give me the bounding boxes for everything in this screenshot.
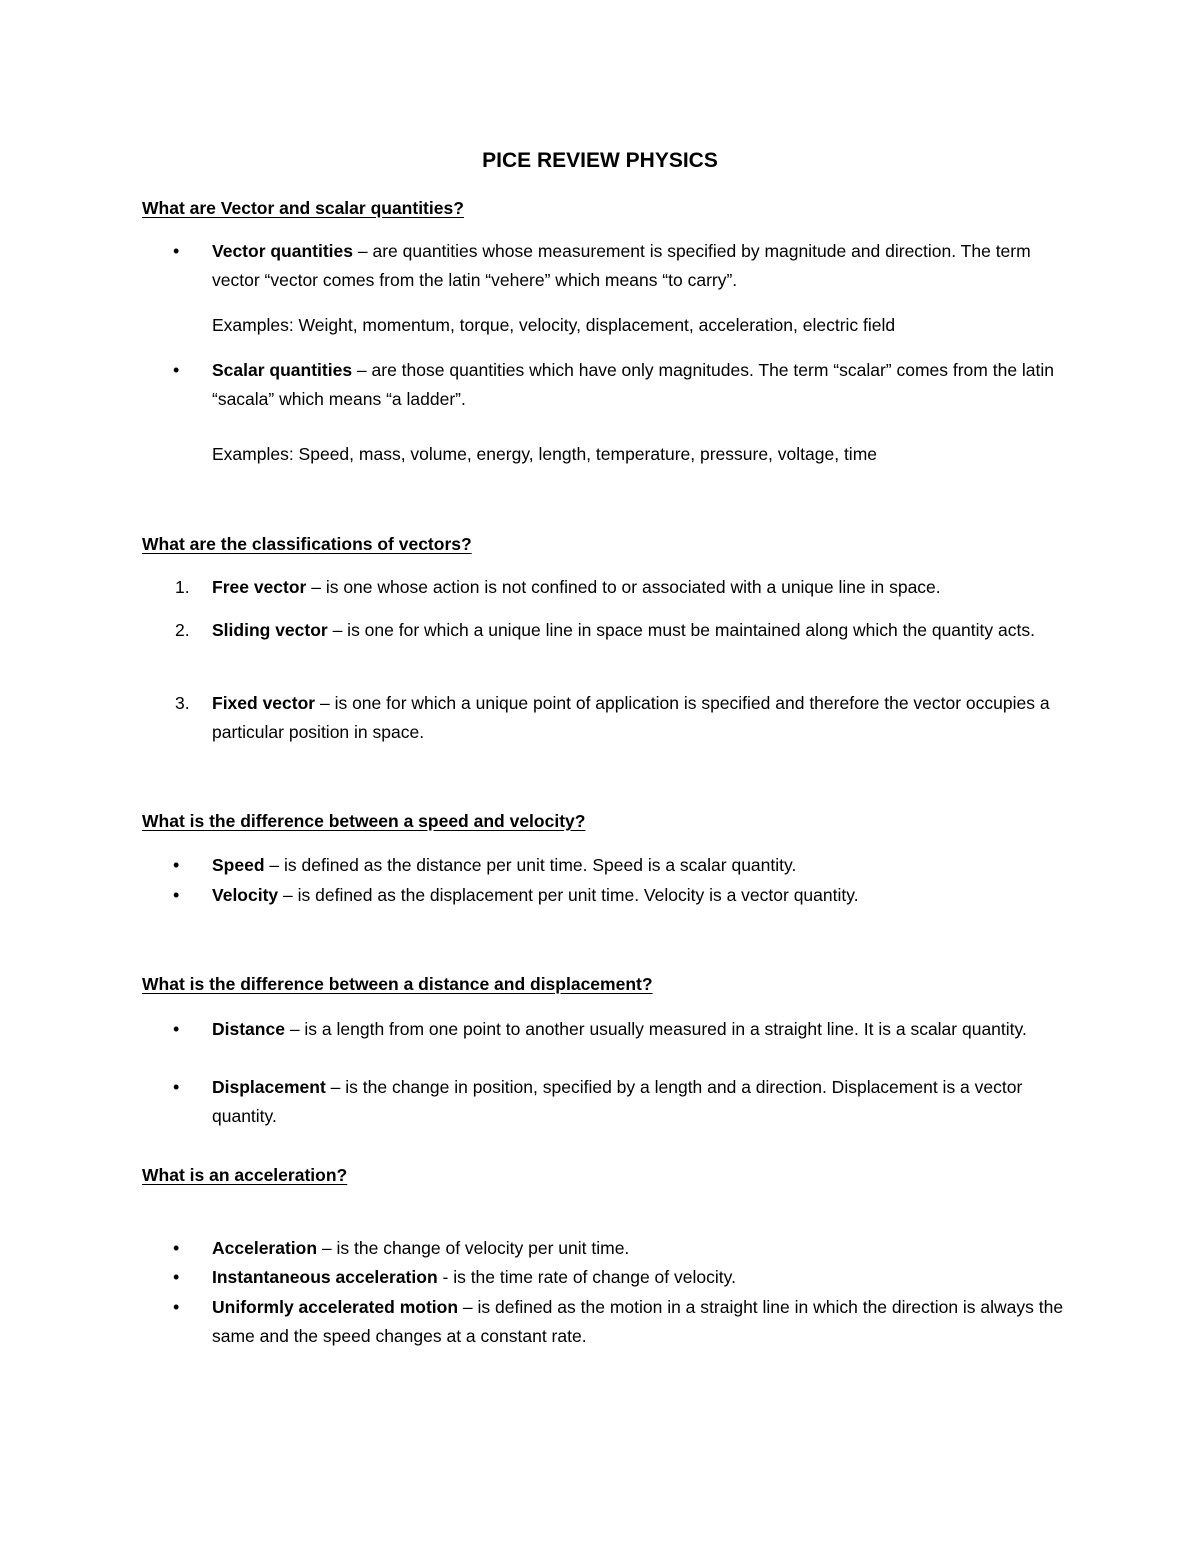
term-label: Displacement (212, 1077, 326, 1097)
list-item-text (212, 1073, 1072, 1131)
definition-text: – are quantities whose measurement is specified by magnitude and direction. The term vector “vector comes from the latin “vehere” which means “to carry”. (212, 241, 1031, 290)
term-label: Instantaneous acceleration (212, 1267, 438, 1287)
list-item-text (212, 851, 1072, 880)
bullet-icon: • (173, 885, 180, 905)
list-number: 2. (175, 620, 190, 640)
document-title: PICE REVIEW PHYSICS (482, 149, 718, 172)
list-item-uniformly-accelerated-motion (142, 1293, 1072, 1351)
bullet-icon: • (173, 360, 180, 380)
list-item-text (212, 1015, 1072, 1044)
section-heading-vector-scalar: What are Vector and scalar quantities? (142, 198, 464, 218)
definition-text: – is defined as the distance per unit time. Speed is a scalar quantity. (264, 855, 797, 875)
list-item-text (212, 573, 1072, 602)
examples-vector: Examples: Weight, momentum, torque, velocity, displacement, acceleration, electric field (212, 315, 896, 335)
term-label: Distance (212, 1019, 285, 1039)
term-label: Scalar quantities (212, 360, 353, 380)
definition-text: – is one whose action is not confined to or associated with a unique line in space. (306, 577, 941, 597)
list-item-displacement (142, 1073, 1072, 1131)
definition-text: – is defined as the displacement per unit time. Velocity is a vector quantity. (278, 885, 859, 905)
section-heading-distance-displacement: What is the difference between a distance and displacement? (142, 974, 653, 994)
term-label: Speed (212, 855, 265, 875)
list-item-sliding-vector (142, 616, 1072, 645)
term-label: Velocity (212, 885, 279, 905)
list-number: 3. (175, 693, 190, 713)
bullet-icon: • (173, 1238, 180, 1258)
definition-text: - is the time rate of change of velocity. (437, 1267, 736, 1287)
list-item-text (212, 1293, 1072, 1351)
term-label: Vector quantities (212, 241, 354, 261)
list-item-vector-quantities (142, 237, 1072, 295)
bullet-icon: • (173, 1297, 180, 1317)
definition-text: – is a length from one point to another usually measured in a straight line. It is a scalar quantity. (284, 1019, 1027, 1039)
list-item-free-vector (142, 573, 1072, 602)
section-heading-acceleration: What is an acceleration? (142, 1165, 348, 1185)
list-item-text (212, 1263, 1072, 1292)
list-item-velocity (142, 881, 1072, 910)
list-item-speed (142, 851, 1072, 880)
definition-text: – is one for which a unique line in space must be maintained along which the quantity acts. (327, 620, 1035, 640)
definition-text: – is the change of velocity per unit time. (317, 1238, 630, 1258)
section-heading-speed-velocity: What is the difference between a speed and velocity? (142, 811, 586, 831)
term-label: Acceleration (212, 1238, 318, 1258)
list-item-text (212, 356, 1072, 414)
list-item-distance (142, 1015, 1072, 1044)
term-label: Fixed vector (212, 693, 316, 713)
list-item-text (212, 616, 1072, 645)
examples-scalar: Examples: Speed, mass, volume, energy, length, temperature, pressure, voltage, time (212, 444, 877, 464)
bullet-icon: • (173, 1077, 180, 1097)
bullet-icon: • (173, 855, 180, 875)
list-item-text (212, 689, 1072, 747)
list-item-scalar-quantities (142, 356, 1072, 414)
list-item-instantaneous-acceleration (142, 1263, 1072, 1292)
bullet-icon: • (173, 241, 180, 261)
list-item-text (212, 881, 1072, 910)
list-number: 1. (175, 577, 190, 597)
term-label: Sliding vector (212, 620, 328, 640)
term-label: Free vector (212, 577, 307, 597)
term-label: Uniformly accelerated motion (212, 1297, 459, 1317)
definition-text: – is the change in position, specified by a length and a direction. Displacement is a vector quantity. (212, 1077, 1023, 1126)
section-heading-classifications: What are the classifications of vectors? (142, 534, 472, 554)
list-item-acceleration (142, 1234, 1072, 1263)
definition-text: – are those quantities which have only magnitudes. The term “scalar” comes from the latin “sacala” which means “a ladder”. (212, 360, 1055, 409)
bullet-icon: • (173, 1267, 180, 1287)
list-item-text (212, 1234, 1072, 1263)
definition-text: – is one for which a unique point of application is specified and therefore the vector occupies a particular position in space. (212, 693, 1050, 742)
list-item-text (212, 237, 1072, 295)
bullet-icon: • (173, 1019, 180, 1039)
list-item-fixed-vector (142, 689, 1072, 747)
definition-text: – is defined as the motion in a straight line in which the direction is always the same and the speed changes at a constant rate. (212, 1297, 1064, 1346)
